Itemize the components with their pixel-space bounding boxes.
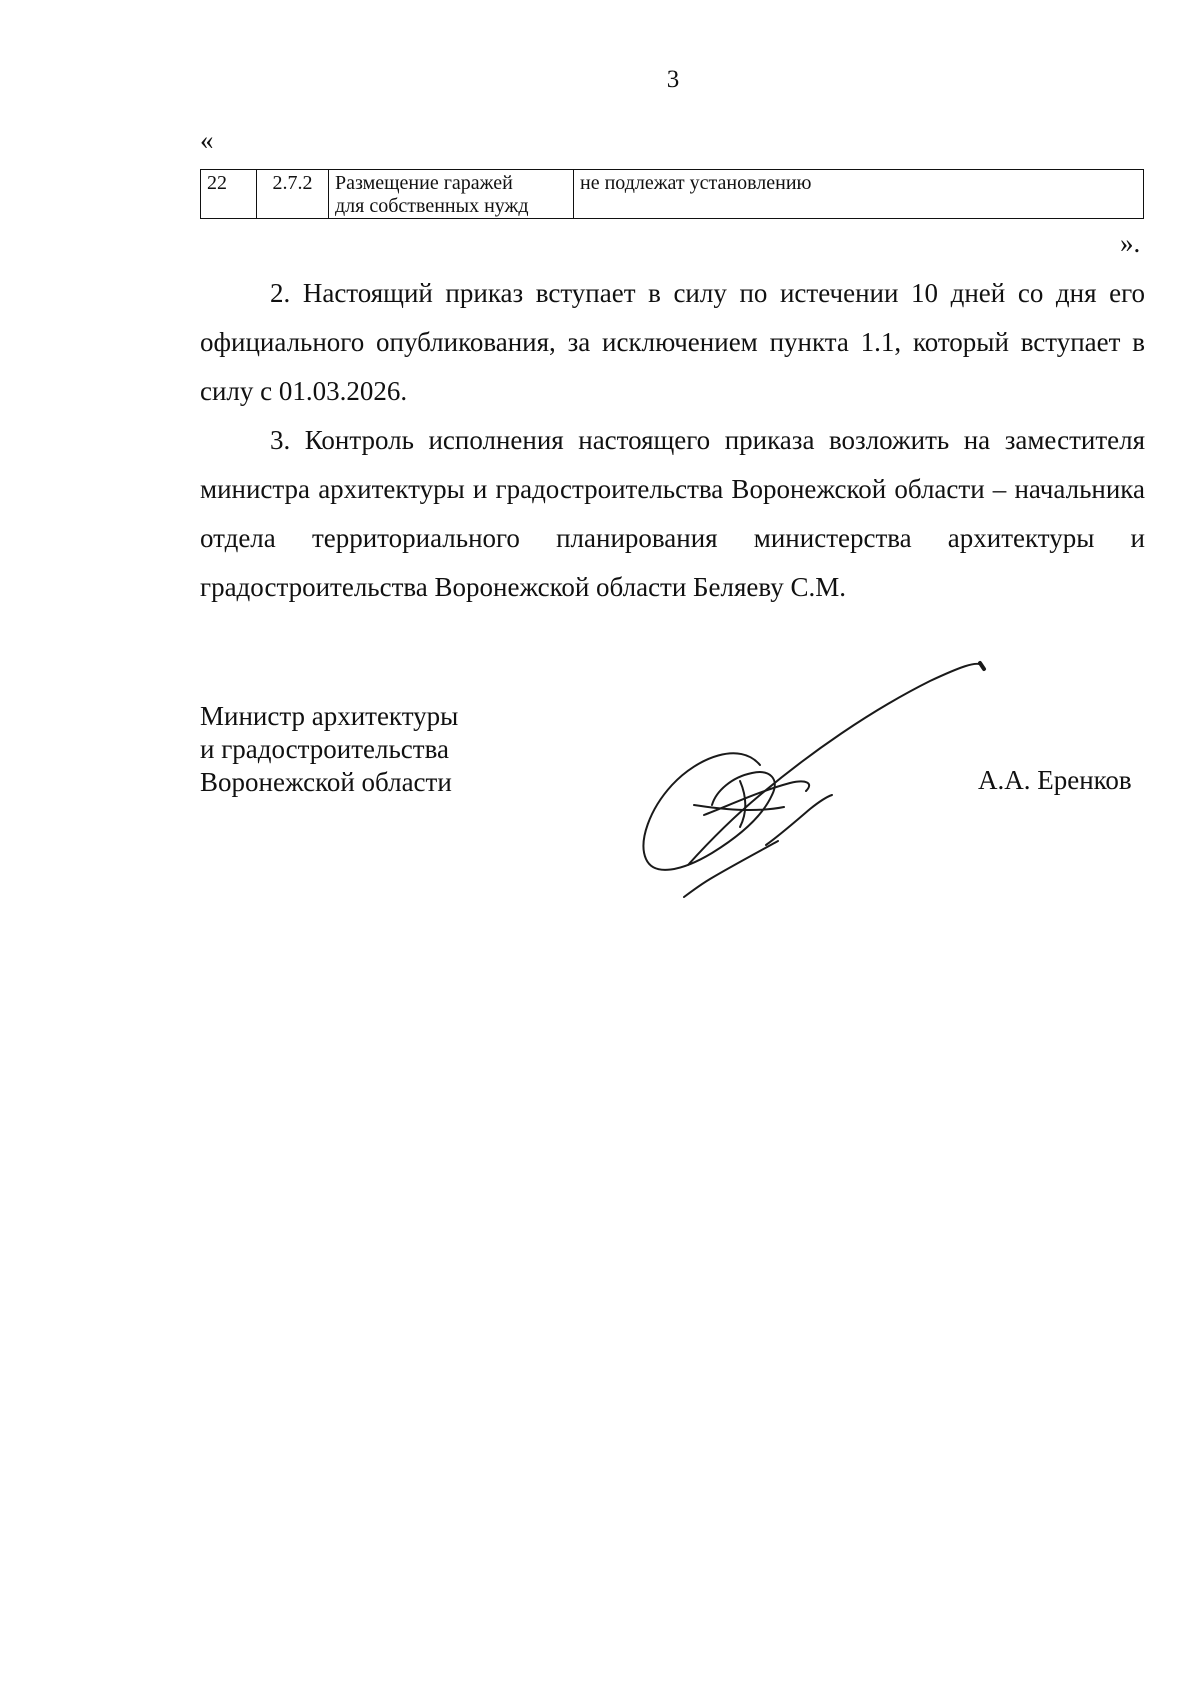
paragraph-2-block bbox=[200, 269, 1145, 416]
signer-title-line: Министр архитектуры bbox=[200, 701, 459, 731]
closing-quote-mark: ». bbox=[1120, 228, 1141, 258]
paragraph-3-block bbox=[200, 416, 1145, 612]
name-cell bbox=[329, 170, 574, 219]
table-row bbox=[201, 170, 1144, 219]
signer-name: А.А. Еренков bbox=[978, 765, 1132, 795]
row-number-cell: 22 bbox=[201, 170, 257, 219]
handwritten-signature bbox=[620, 645, 1000, 915]
signer-title-line: и градостроительства bbox=[200, 734, 449, 764]
page-number: 3 bbox=[666, 66, 680, 93]
paragraph-2: 2. Настоящий приказ вступает в силу по истечении 10 дней со дня его официального опубликования, за исключением пункта 1.1, который вступает в силу с 01.03.2026. bbox=[200, 278, 1145, 406]
value-cell: не подлежат установлению bbox=[574, 170, 1144, 219]
signer-title-line: Воронежской области bbox=[200, 767, 452, 797]
signer-title bbox=[200, 700, 458, 799]
opening-quote-mark: « bbox=[200, 125, 214, 155]
code-cell: 2.7.2 bbox=[257, 170, 329, 219]
paragraph-3: 3. Контроль исполнения настоящего приказа возложить на заместителя министра архитектуры и градостроительства Воронежской области – начальника отдела территориального планирования министерства архитектуры и градостроительства Воронежской области Беляеву С.М. bbox=[200, 425, 1145, 602]
amendment-table bbox=[200, 169, 1144, 219]
name-line: для собственных нужд bbox=[335, 195, 529, 217]
name-line: Размещение гаражей bbox=[335, 172, 513, 194]
